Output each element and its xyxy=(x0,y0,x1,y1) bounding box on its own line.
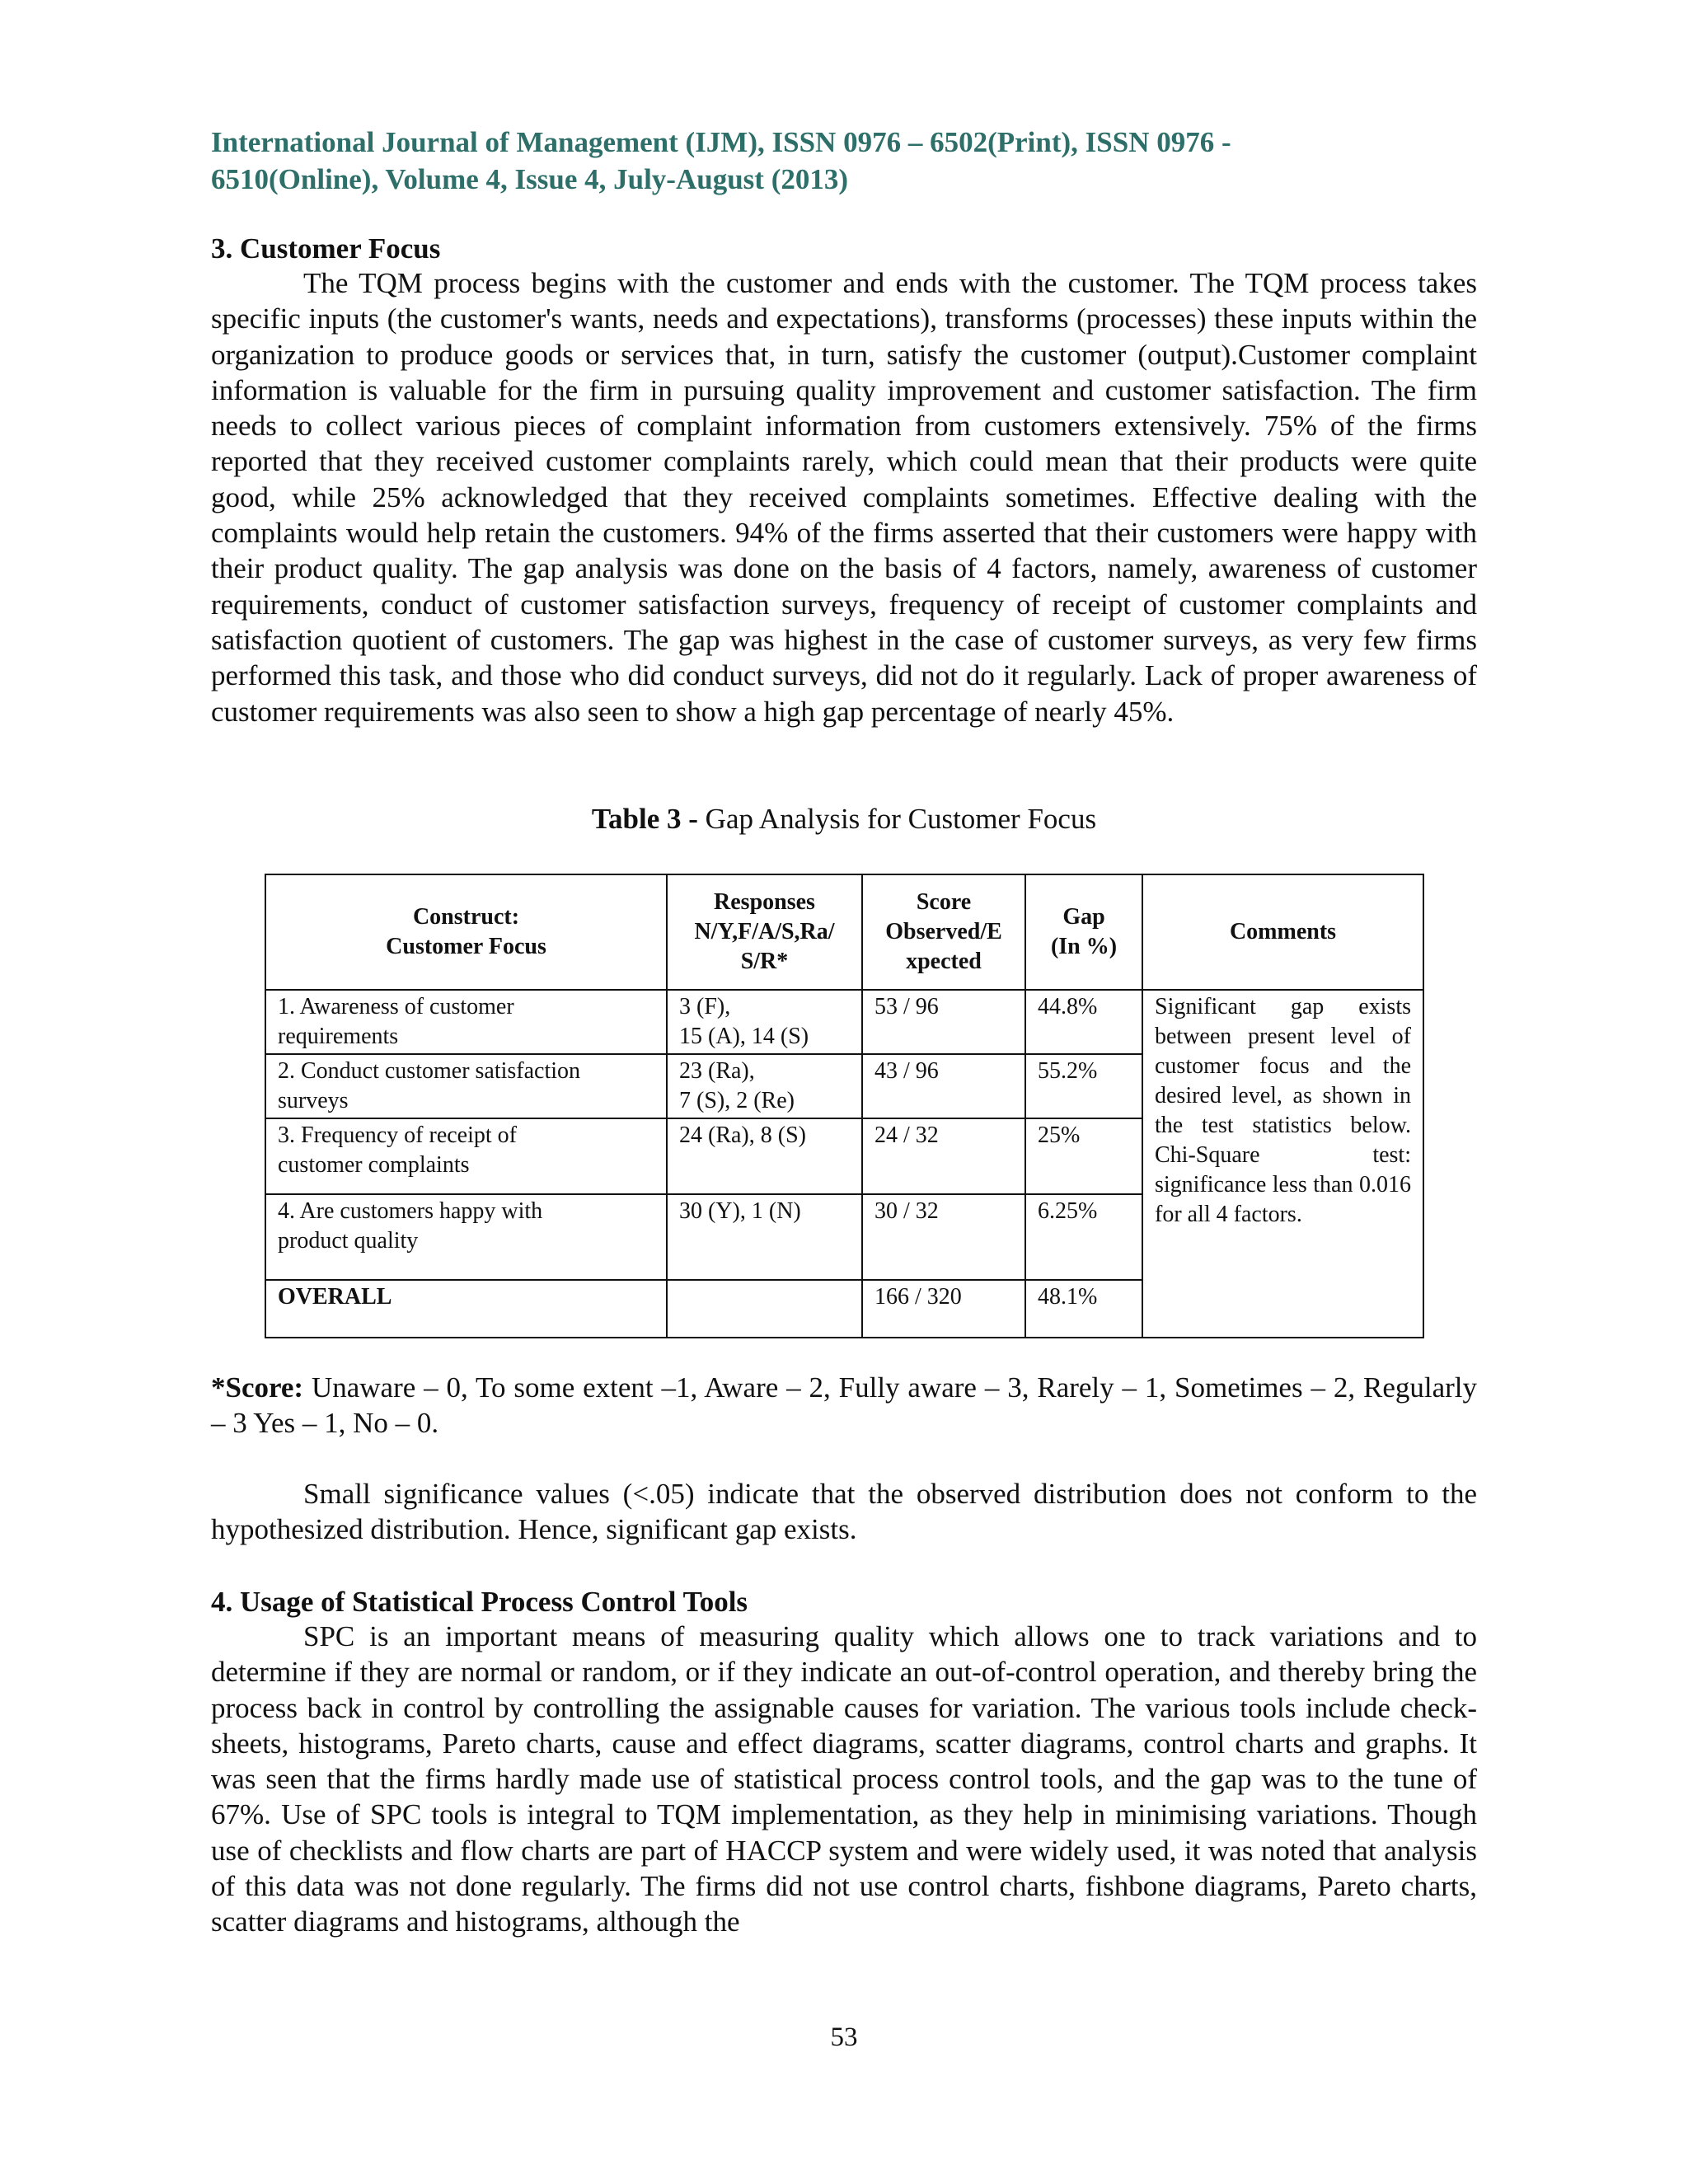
table-caption-label: Table 3 - xyxy=(591,803,698,835)
section-3-paragraph: The TQM process begins with the customer and ends with the customer. The TQM process takes specific inputs (the customer's wants, needs and expectations), transforms (processes) these inputs within the organization to produce goods or services that, in turn, satisfy the customer (output).Customer complaint information is valuable for the firm in pursuing quality improvement and customer satisfaction. The firm needs to collect various pieces of complaint information from customers extensively. 75% of the firms reported that they received customer complaints rarely, which could mean that their products were quite good, while 25% acknowledged that they received complaints sometimes. Effective dealing with the complaints would help retain the customers. 94% of the firms asserted that their customers were happy with their product quality. The gap analysis was done on the basis of 4 factors, namely, awareness of customer requirements, conduct of customer satisfaction surveys, frequency of receipt of customer complaints and satisfaction quotient of customers. The gap was highest in the case of customer surveys, as very few firms performed this task, and those who did conduct surveys, did not do it regularly. Lack of proper awareness of customer requirements was also seen to show a high gap percentage of nearly 45%. xyxy=(211,267,1477,728)
journal-header-line-1: International Journal of Management (IJM), ISSN 0976 – 6502(Print), ISSN 0976 - xyxy=(211,126,1231,158)
header-comments: Comments xyxy=(1142,874,1423,990)
row-responses: 3 (F), 15 (A), 14 (S) xyxy=(667,990,862,1054)
score-note-text: Unaware – 0, To some extent –1, Aware – 2, Fully aware – 3, Rarely – 1, Sometimes – 2, Regularly – 3 Yes – 1, No – 0. xyxy=(211,1371,1477,1440)
gap-analysis-table xyxy=(265,874,1424,1338)
journal-header xyxy=(211,124,1477,198)
row-construct: 4. Are customers happy with product quality xyxy=(265,1194,667,1280)
row-construct: 1. Awareness of customer requirements xyxy=(265,990,667,1054)
significance-note: Small significance values (<.05) indicate that the observed distribution does not conform to the hypothesized distribution. Hence, significant gap exists. xyxy=(211,1478,1477,1546)
row-responses: 24 (Ra), 8 (S) xyxy=(667,1118,862,1194)
section-4-title: 4. Usage of Statistical Process Control Tools xyxy=(211,1586,748,1618)
overall-responses xyxy=(667,1280,862,1338)
page-number: 53 xyxy=(830,2022,858,2052)
row-gap: 55.2% xyxy=(1025,1054,1142,1118)
overall-score: 166 / 320 xyxy=(862,1280,1025,1338)
row-score: 30 / 32 xyxy=(862,1194,1025,1280)
row-score: 53 / 96 xyxy=(862,990,1025,1054)
row-score: 24 / 32 xyxy=(862,1118,1025,1194)
header-construct: Construct: Customer Focus xyxy=(265,874,667,990)
table-header-row xyxy=(265,874,1423,990)
table-caption xyxy=(211,801,1477,837)
table-row xyxy=(265,990,1423,1054)
overall-gap: 48.1% xyxy=(1025,1280,1142,1338)
row-construct: 3. Frequency of receipt of customer complaints xyxy=(265,1118,667,1194)
row-gap: 44.8% xyxy=(1025,990,1142,1054)
journal-header-line-2: 6510(Online), Volume 4, Issue 4, July-August (2013) xyxy=(211,163,849,195)
score-note-label: *Score: xyxy=(211,1371,304,1404)
header-responses: Responses N/Y,F/A/S,Ra/ S/R* xyxy=(667,874,862,990)
row-score: 43 / 96 xyxy=(862,1054,1025,1118)
row-responses: 30 (Y), 1 (N) xyxy=(667,1194,862,1280)
section-4-paragraph: SPC is an important means of measuring quality which allows one to track variations and to determine if they are normal or random, or if they indicate an out-of-control operation, and thereby bring the process back in control by controlling the assignable causes for variation. The various tools include check-sheets, histograms, Pareto charts, cause and effect diagrams, scatter diagrams, control charts and graphs. It was seen that the firms hardly made use of statistical process control tools, and the gap was to the tune of 67%. Use of SPC tools is integral to TQM implementation, as they help in minimising variations. Though use of checklists and flow charts are part of HACCP system and were widely used, it was noted that analysis of this data was not done regularly. The firms did not use control charts, fishbone diagrams, Pareto charts, scatter diagrams and histograms, although the xyxy=(211,1620,1477,1938)
row-construct: 2. Conduct customer satisfaction surveys xyxy=(265,1054,667,1118)
overall-label: OVERALL xyxy=(265,1280,667,1338)
header-gap: Gap (In %) xyxy=(1025,874,1142,990)
comments-cell: Significant gap exists between present level of customer focus and the desired level, as shown in the test statistics below. Chi-Square test: significance less than 0.016 for all 4 factors. xyxy=(1142,990,1423,1338)
header-score: Score Observed/E xpected xyxy=(862,874,1025,990)
row-responses: 23 (Ra), 7 (S), 2 (Re) xyxy=(667,1054,862,1118)
section-3-title: 3. Customer Focus xyxy=(211,232,441,265)
row-gap: 25% xyxy=(1025,1118,1142,1194)
score-note xyxy=(211,1370,1477,1441)
table-caption-text: Gap Analysis for Customer Focus xyxy=(697,803,1097,835)
row-gap: 6.25% xyxy=(1025,1194,1142,1280)
